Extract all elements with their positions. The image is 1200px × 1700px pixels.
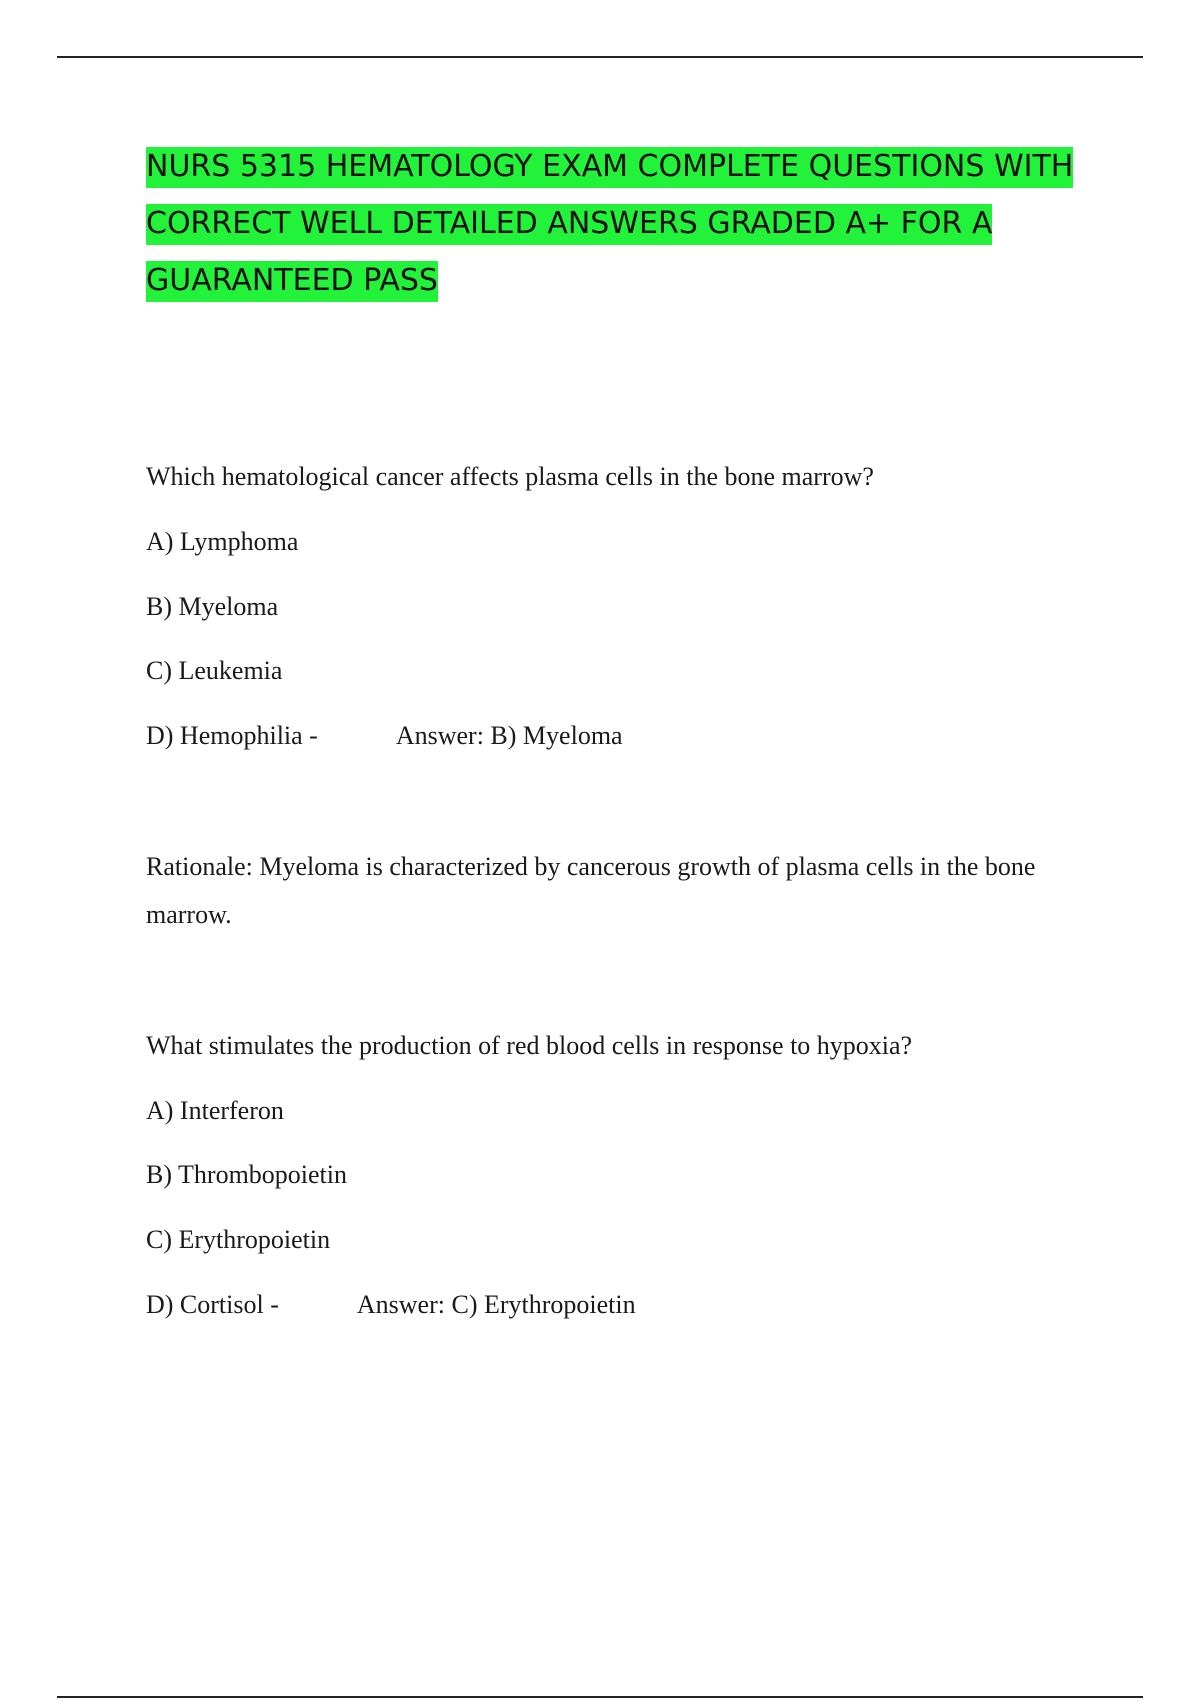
question-1-text: Which hematological cancer affects plasma cells in the bone marrow? (146, 462, 874, 491)
question-1-answer: Answer: B) Myeloma (395, 721, 623, 750)
question-2-option-d-row (146, 1290, 636, 1320)
header-rule (57, 56, 1143, 58)
document-title (146, 138, 1086, 309)
question-1-option-b: B) Myeloma (146, 592, 279, 621)
title-highlight: NURS 5315 HEMATOLOGY EXAM COMPLETE QUESTIONS WITH CORRECT WELL DETAILED ANSWERS GRADED A+ FOR A GUARANTEED PASS (146, 147, 1073, 302)
question-1-option-a: A) Lymphoma (146, 527, 299, 556)
question-1-rationale: Rationale: Myeloma is characterized by cancerous growth of plasma cells in the bone marrow. (146, 852, 1036, 929)
question-1-option-d: D) Hemophilia - (146, 721, 318, 750)
question-2-answer: Answer: C) Erythropoietin (356, 1290, 636, 1319)
footer-rule (57, 1696, 1143, 1698)
question-2-option-c: C) Erythropoietin (146, 1225, 331, 1254)
question-2-text: What stimulates the production of red blood cells in response to hypoxia? (146, 1031, 913, 1060)
question-2-option-b: B) Thrombopoietin (146, 1160, 348, 1189)
question-2-option-d: D) Cortisol - (146, 1290, 279, 1319)
question-2-option-a: A) Interferon (146, 1096, 284, 1125)
question-1-option-d-row (146, 721, 623, 751)
question-1-option-c: C) Leukemia (146, 656, 283, 685)
